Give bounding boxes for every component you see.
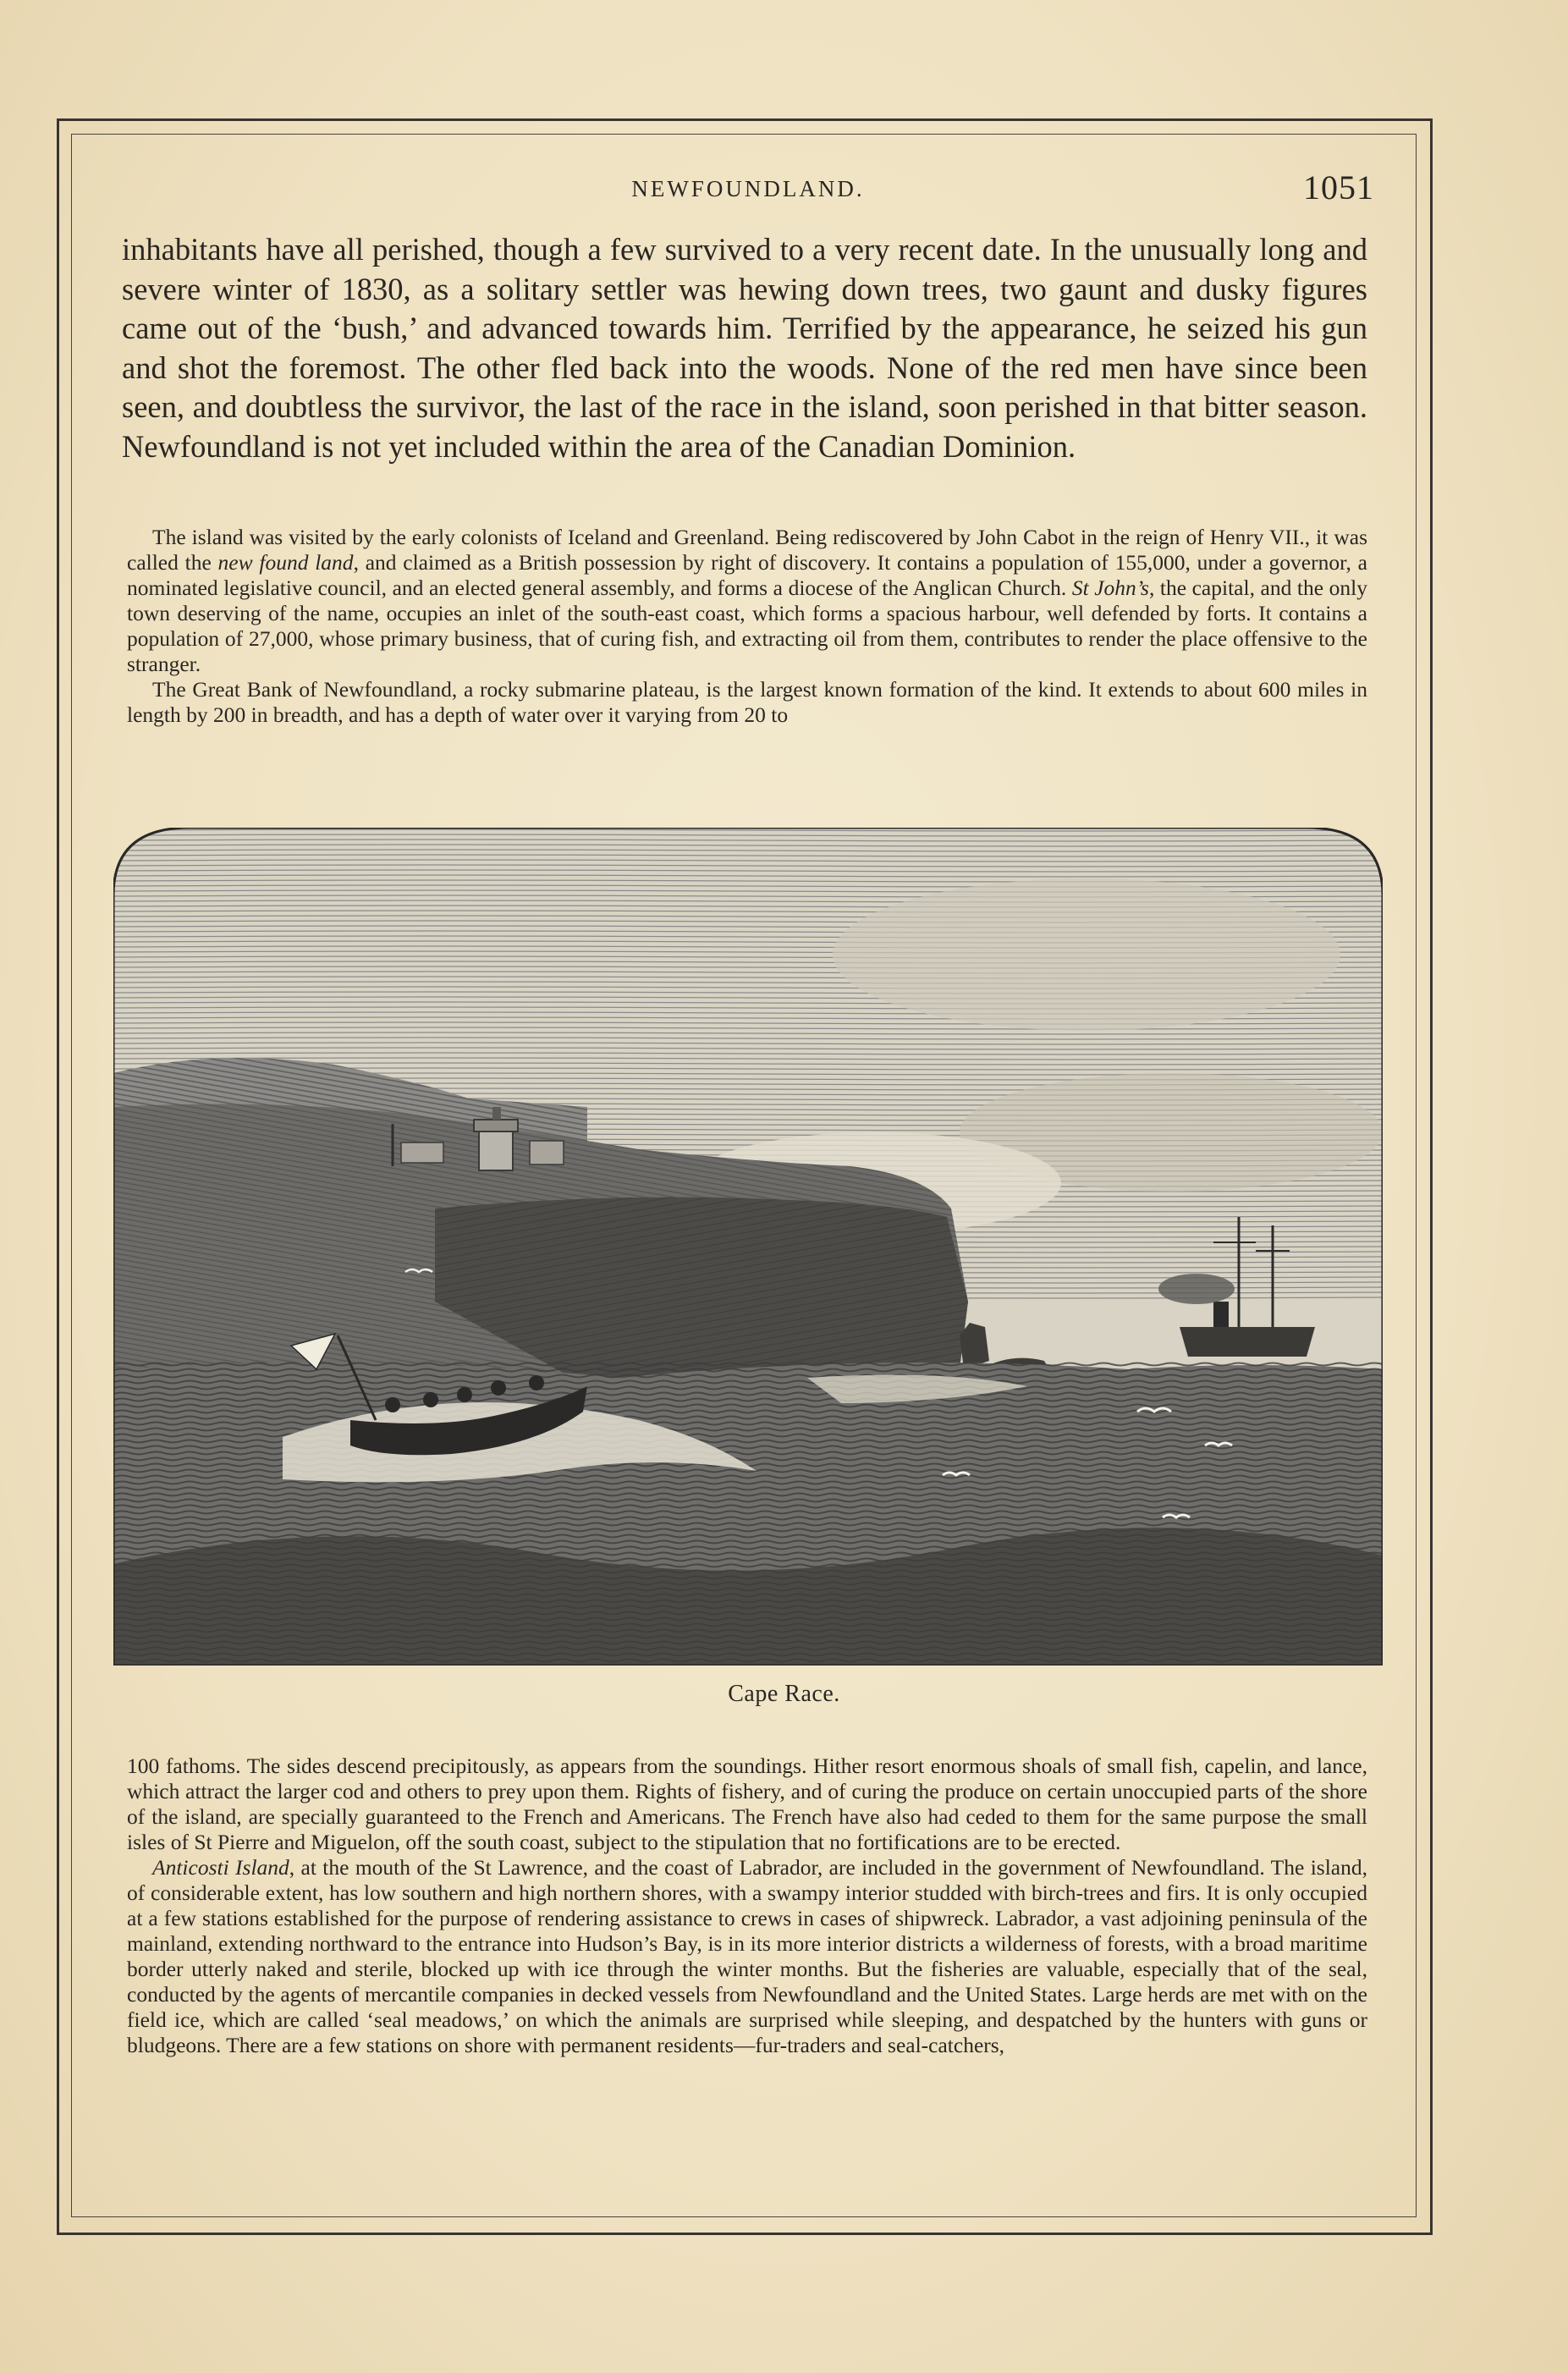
cape-race-engraving: [113, 828, 1383, 1666]
illustration-caption: Cape Race.: [728, 1681, 840, 1707]
intro-text-block: [122, 230, 1367, 466]
continued-text-block: [127, 1754, 1367, 2058]
history-text-a: The island was visited by the early colonists of Iceland and Greenland. Being rediscovered by John Cabot in the reign of Henry VII., it was called the: [127, 525, 1367, 575]
bank-paragraph-end: 100 fathoms. The sides descend precipitously, as appears from the soundings. Hither resort enormous shoals of small fish, capelin, and lance, which attract the larger cod and others to prey upon them. Rights of fishery, and of curing the produce on certain unoccupied parts of the shore of the island, are specially guaranteed to the French and Americans. The French have also had ceded to them for the same purpose the small isles of St Pierre and Miguelon, off the south coast, subject to the stipulation that no fortifications are to be erected.: [127, 1754, 1367, 1854]
anticosti-text: , at the mouth of the St Lawrence, and the coast of Labrador, are included in the government of Newfoundland. The island, of considerable extent, has low southern and high northern shores, with a swampy interior studded with birch-trees and firs. It is only occupied at a few stations established for the purpose of rendering assistance to crews in cases of shipwreck. Labrador, a vast adjoining peninsula of the mainland, extending northward to the entrance into Hudson’s Bay, is in its more interior districts a wilderness of forests, with a broad maritime border utterly naked and sterile, blocked up with ice through the winter months. But the fisheries are valuable, especially that of the seal, conducted by the agents of mercantile companies in decked vessels from Newfoundland and the United States. Large herds are met with on the field ice, which are called ‘seal meadows,’ on which the animals are surprised while sleeping, and despatched by the hunters with guns or bludgeons. There are a few stations on shore with permanent residents—fur-traders and seal-catchers,: [127, 1855, 1367, 2057]
bank-paragraph-start: The Great Bank of Newfoundland, a rocky submarine plateau, is the largest known formation of the kind. It extends to about 600 miles in length by 200 in breadth, and has a depth of water over it varying from 20 to: [127, 677, 1367, 727]
history-text-c: , the capital, and the only town deserving of the name, occupies an inlet of the south-east coast, which forms a spacious harbour, well defended by forts. It contains a population of 27,000, whose primary business, that of curing fish, and extracting oil from them, contributes to render the place offensive to the stranger.: [127, 575, 1367, 676]
page-header: [122, 168, 1374, 218]
anticosti-italic: Anticosti Island: [152, 1855, 289, 1880]
history-paragraph: [127, 525, 1367, 677]
history-text-block: [127, 525, 1367, 728]
anticosti-paragraph: [127, 1855, 1367, 2058]
intro-paragraph: inhabitants have all perished, though a few survived to a very recent date. In the unusually long and severe winter of 1830, as a solitary settler was hewing down trees, two gaunt and dusky figures came out of the ‘bush,’ and advanced towards him. Terrified by the appearance, he seized his gun and shot the foremost. The other fled back into the woods. None of the red men have since been seen, and doubtless the survivor, the last of the race in the island, soon perished in that bitter season. Newfoundland is not yet included within the area of the Canadian Dominion.: [122, 232, 1367, 464]
page-number: 1051: [1303, 168, 1374, 206]
running-title: NEWFOUNDLAND.: [631, 176, 865, 201]
history-text-b: , and claimed as a British possession by right of discovery. It contains a population of 155,000, under a governor, a nominated legislative council, and an elected general assembly, and forms a diocese of the Anglican Church.: [127, 550, 1367, 600]
history-italic-a: new found land: [217, 550, 354, 575]
history-italic-b: St John’s: [1071, 575, 1149, 600]
